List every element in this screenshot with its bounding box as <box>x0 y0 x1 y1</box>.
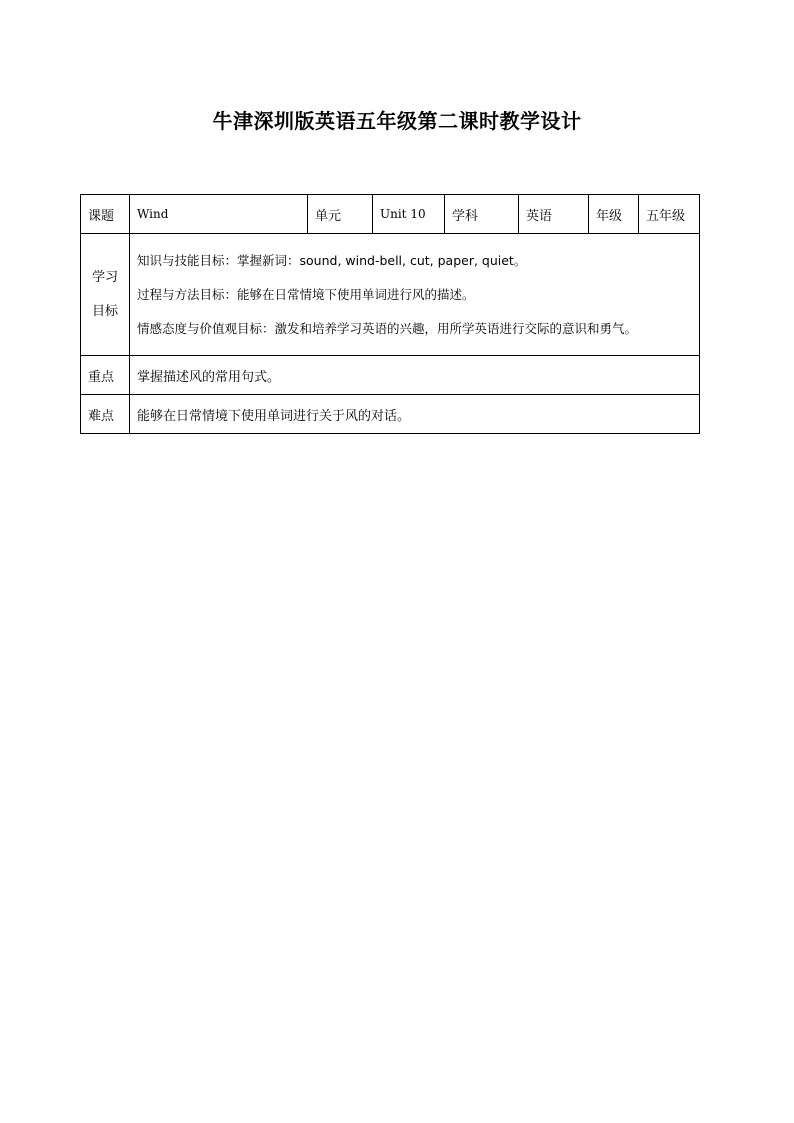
topic-label: 课题 <box>81 195 130 234</box>
key-point-label: 重点 <box>81 356 130 395</box>
goals-label-line1: 学习 <box>91 269 118 285</box>
subject-value: 英语 <box>519 195 589 234</box>
unit-value: Unit 10 <box>373 195 445 234</box>
goals-label <box>81 234 130 356</box>
table-row-key-point <box>81 356 700 395</box>
table-row-header <box>81 195 700 234</box>
goal-emotion-values: 情感态度与价值观目标：激发和培养学习英语的兴趣，用所学英语进行交际的意识和勇气。 <box>137 320 638 336</box>
goal-process-method: 过程与方法目标：能够在日常情境下使用单词进行风的描述。 <box>137 286 475 302</box>
subject-label: 学科 <box>445 195 519 234</box>
unit-label: 单元 <box>308 195 373 234</box>
goal-knowledge-skills: 知识与技能目标：掌握新词：sound, wind-bell, cut, paper, quiet。 <box>137 252 527 268</box>
grade-value: 五年级 <box>639 195 700 234</box>
table-row-goals <box>81 234 700 356</box>
difficult-point-label: 难点 <box>81 395 130 434</box>
grade-label: 年级 <box>589 195 639 234</box>
goals-content <box>130 234 700 356</box>
table-row-difficult-point <box>81 395 700 434</box>
document-title: 牛津深圳版英语五年级第二课时教学设计 <box>212 109 582 133</box>
topic-value: Wind <box>130 195 308 234</box>
lesson-plan-table <box>80 194 700 434</box>
goals-label-line2: 目标 <box>91 303 118 319</box>
difficult-point-value: 能够在日常情境下使用单词进行关于风的对话。 <box>130 395 700 434</box>
key-point-value: 掌握描述风的常用句式。 <box>130 356 700 395</box>
